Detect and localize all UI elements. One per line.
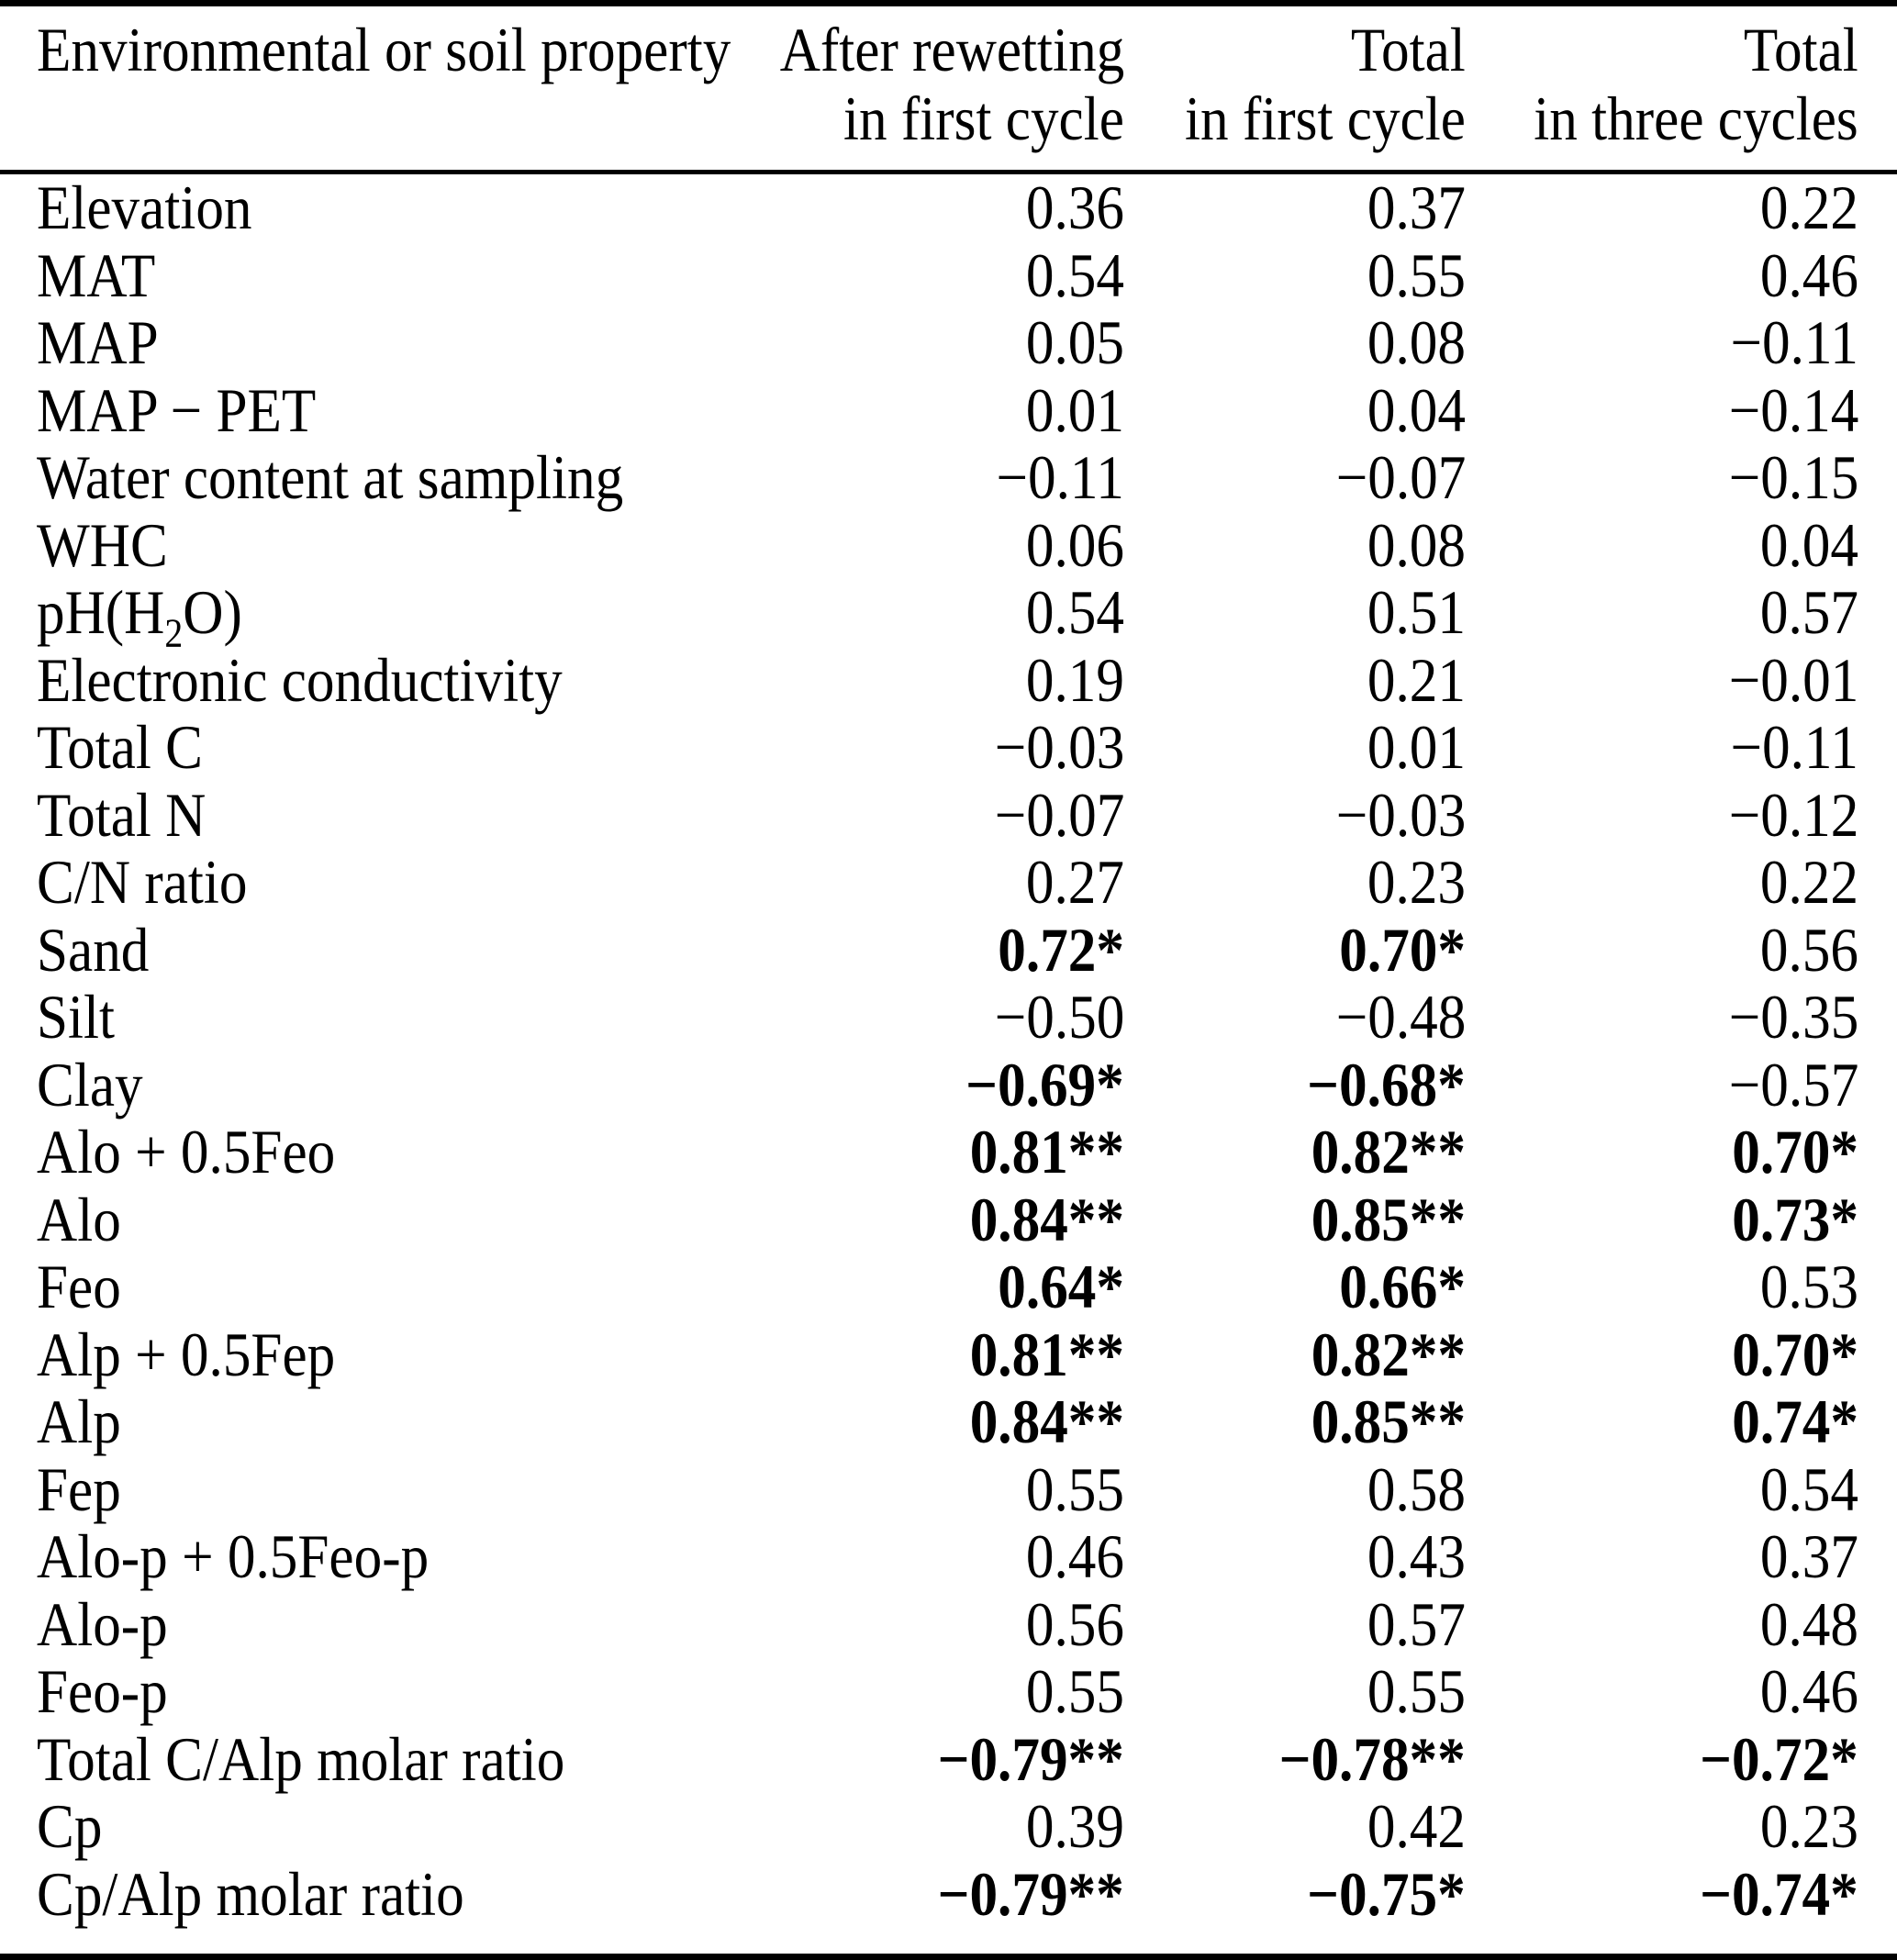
correlation-value: −0.79** — [937, 1723, 1124, 1794]
row-label — [0, 1388, 642, 1456]
value-cell — [1466, 1588, 1897, 1659]
correlation-value: 0.56 — [1759, 914, 1858, 985]
value-cell — [1124, 579, 1466, 647]
correlation-value: 0.46 — [1025, 1521, 1124, 1591]
correlation-value: −0.35 — [1728, 982, 1858, 1052]
value-cell — [1124, 849, 1466, 917]
row-label — [0, 1253, 642, 1321]
correlation-value: 0.37 — [1759, 1521, 1858, 1591]
row-label-text: MAT — [37, 239, 156, 310]
column-header-property — [0, 4, 731, 173]
value-cell — [1466, 1453, 1897, 1524]
row-label-text: Alp + 0.5Fep — [37, 1319, 336, 1389]
table-row — [0, 1052, 1897, 1119]
correlation-value: 0.22 — [1759, 847, 1858, 917]
value-cell — [642, 173, 1124, 242]
table-row — [0, 309, 1897, 377]
value-cell — [1124, 1793, 1466, 1861]
column-header-text: After rewetting — [779, 15, 1124, 84]
column-header-line — [1466, 16, 1858, 84]
column-header-line — [1124, 84, 1466, 153]
table-row — [0, 782, 1897, 850]
correlation-value: −0.74* — [1700, 1858, 1858, 1929]
table-row — [0, 579, 1897, 647]
row-label-text: Alo-p + 0.5Feo-p — [37, 1521, 430, 1591]
correlation-value: 0.36 — [1025, 173, 1124, 242]
value-cell — [1466, 173, 1897, 242]
value-cell — [1466, 714, 1897, 782]
table-row — [0, 1253, 1897, 1321]
correlation-value: −0.03 — [1335, 779, 1466, 850]
row-label — [0, 984, 642, 1052]
row-label — [0, 849, 642, 917]
column-header-text: in first cycle — [843, 84, 1124, 153]
row-label-text: Alp — [37, 1386, 121, 1456]
correlation-value: −0.78** — [1278, 1723, 1466, 1794]
correlation-value: 0.21 — [1367, 644, 1466, 715]
value-cell — [642, 779, 1124, 850]
row-label — [0, 1523, 642, 1591]
row-label — [0, 444, 642, 512]
value-cell — [1466, 1723, 1897, 1794]
correlation-value: −0.14 — [1728, 374, 1858, 445]
column-header-total-first-cycle — [1124, 4, 1466, 173]
correlation-value: 0.04 — [1367, 374, 1466, 445]
correlation-value: 0.05 — [1025, 307, 1124, 377]
value-cell — [1466, 1658, 1897, 1726]
value-cell — [1124, 309, 1466, 377]
correlation-value: −0.07 — [994, 779, 1124, 850]
value-cell — [1466, 1253, 1897, 1321]
table-row — [0, 1793, 1897, 1861]
value-cell — [642, 714, 1124, 782]
row-label — [0, 309, 642, 377]
column-header-text: in three cycles — [1534, 84, 1858, 153]
correlation-value: 0.82** — [1311, 1319, 1466, 1389]
correlation-value: 0.84** — [969, 1184, 1124, 1254]
correlation-value: −0.11 — [1730, 712, 1858, 782]
row-label — [0, 509, 642, 580]
correlation-value: 0.84** — [969, 1386, 1124, 1456]
correlation-value: −0.01 — [1728, 644, 1858, 715]
column-header-text: Environmental or soil property — [37, 15, 731, 84]
table-row — [0, 1523, 1897, 1591]
row-label — [0, 1658, 642, 1726]
correlation-value: −0.48 — [1335, 982, 1466, 1052]
value-cell — [642, 239, 1124, 310]
value-cell — [642, 1388, 1124, 1456]
table-row — [0, 849, 1897, 917]
correlation-value: 0.54 — [1025, 239, 1124, 310]
value-cell — [642, 1119, 1124, 1186]
column-header-line — [1124, 16, 1466, 84]
correlation-value: 0.08 — [1367, 509, 1466, 580]
row-label-text: Alo-p — [37, 1588, 168, 1659]
value-cell — [1124, 173, 1466, 242]
correlation-value: −0.11 — [996, 442, 1124, 512]
value-cell — [1124, 1858, 1466, 1957]
header-row — [0, 4, 1897, 173]
correlation-value: 0.04 — [1759, 509, 1858, 580]
correlation-value: 0.27 — [1025, 847, 1124, 917]
table-row — [0, 984, 1897, 1052]
value-cell — [1466, 1523, 1897, 1591]
value-cell — [642, 579, 1124, 647]
row-label-text: Total N — [37, 779, 206, 850]
row-label-text: Alo + 0.5Feo — [37, 1117, 336, 1186]
value-cell — [642, 1321, 1124, 1389]
value-cell — [1466, 849, 1897, 917]
row-label — [0, 1793, 642, 1861]
correlation-value: 0.46 — [1759, 1656, 1858, 1726]
correlation-value: 0.55 — [1025, 1656, 1124, 1726]
value-cell — [642, 644, 1124, 715]
correlation-value: 0.72* — [998, 914, 1124, 985]
table-row — [0, 242, 1897, 310]
correlation-value: 0.81** — [969, 1117, 1124, 1186]
table-row — [0, 1591, 1897, 1659]
row-label-text: Feo — [37, 1252, 121, 1321]
correlation-value: 0.82** — [1311, 1117, 1466, 1186]
correlation-value: −0.69* — [965, 1049, 1124, 1119]
correlation-value: 0.42 — [1367, 1791, 1466, 1861]
correlation-value: 0.70* — [1732, 1117, 1858, 1186]
table-row — [0, 1388, 1897, 1456]
correlation-value: −0.68* — [1307, 1049, 1466, 1119]
table-row — [0, 1658, 1897, 1726]
value-cell — [642, 1658, 1124, 1726]
correlation-value: 0.53 — [1759, 1252, 1858, 1321]
row-label — [0, 914, 642, 985]
correlation-value: −0.07 — [1335, 442, 1466, 512]
table-header — [0, 4, 1897, 173]
value-cell — [1124, 914, 1466, 985]
value-cell — [1466, 779, 1897, 850]
correlation-value: −0.15 — [1728, 442, 1858, 512]
value-cell — [642, 914, 1124, 985]
correlation-value: 0.01 — [1367, 712, 1466, 782]
correlation-value: 0.48 — [1759, 1588, 1858, 1659]
value-cell — [1124, 1388, 1466, 1456]
value-cell — [1124, 1119, 1466, 1186]
value-cell — [1124, 1588, 1466, 1659]
correlation-value: 0.39 — [1025, 1791, 1124, 1861]
value-cell — [642, 1858, 1124, 1957]
correlation-value: 0.66* — [1339, 1252, 1466, 1321]
table-row — [0, 1119, 1897, 1186]
correlation-value: 0.22 — [1759, 173, 1858, 242]
correlation-value: −0.75* — [1307, 1858, 1466, 1929]
correlation-value: 0.37 — [1367, 173, 1466, 242]
correlation-value: −0.03 — [994, 712, 1124, 782]
row-label — [0, 714, 642, 782]
table-row — [0, 1456, 1897, 1524]
row-label-text: Fep — [37, 1453, 121, 1524]
row-label — [0, 779, 642, 850]
column-header-text: Total — [1744, 15, 1858, 84]
correlation-value: 0.74* — [1732, 1386, 1858, 1456]
value-cell — [1466, 1186, 1897, 1254]
value-cell — [1466, 1049, 1897, 1119]
value-cell — [642, 1186, 1124, 1254]
row-label-text: MAP − PET — [37, 374, 317, 445]
value-cell — [1124, 1658, 1466, 1726]
row-label — [0, 1588, 642, 1659]
table-row — [0, 647, 1897, 715]
value-cell — [642, 849, 1124, 917]
row-label-text: MAP — [37, 307, 159, 377]
value-cell — [1124, 1453, 1466, 1524]
value-cell — [1124, 1186, 1466, 1254]
row-label — [0, 173, 642, 242]
correlation-value: 0.43 — [1367, 1521, 1466, 1591]
row-label-text: Cp/Alp molar ratio — [37, 1858, 464, 1929]
value-cell — [642, 1588, 1124, 1659]
table-row — [0, 512, 1897, 580]
correlation-value: 0.55 — [1367, 1656, 1466, 1726]
table-body — [0, 173, 1897, 1957]
value-cell — [1466, 1388, 1897, 1456]
value-cell — [1466, 1119, 1897, 1186]
correlation-value: 0.55 — [1367, 239, 1466, 310]
correlation-value: 0.85** — [1311, 1184, 1466, 1254]
value-cell — [1466, 914, 1897, 985]
correlation-value: 0.06 — [1025, 509, 1124, 580]
row-label — [0, 1119, 642, 1186]
correlation-value: 0.85** — [1311, 1386, 1466, 1456]
row-label-text: C/N ratio — [37, 847, 248, 917]
row-label-text: Electronic conductivity — [37, 644, 563, 715]
column-header-text: in first cycle — [1185, 84, 1466, 153]
value-cell — [1124, 509, 1466, 580]
row-label — [0, 1453, 642, 1524]
value-cell — [642, 509, 1124, 580]
value-cell — [1466, 509, 1897, 580]
column-header-line — [642, 84, 1124, 153]
correlation-value: −0.72* — [1700, 1723, 1858, 1794]
value-cell — [642, 1049, 1124, 1119]
row-label-text: Alo — [37, 1184, 121, 1254]
correlation-value: −0.79** — [937, 1858, 1124, 1929]
value-cell — [1124, 1523, 1466, 1591]
value-cell — [642, 444, 1124, 512]
value-cell — [1466, 1321, 1897, 1389]
correlation-value: 0.70* — [1732, 1319, 1858, 1389]
row-label-text: Total C/Alp molar ratio — [37, 1723, 565, 1794]
row-label — [0, 1321, 642, 1389]
correlation-value: 0.57 — [1759, 577, 1858, 647]
value-cell — [1124, 1253, 1466, 1321]
row-label — [0, 374, 642, 445]
table-row — [0, 1186, 1897, 1254]
row-label-text: Clay — [37, 1049, 143, 1119]
value-cell — [1466, 239, 1897, 310]
value-cell — [1124, 1049, 1466, 1119]
value-cell — [1466, 374, 1897, 445]
row-label-text: Water content at sampling — [37, 442, 624, 512]
value-cell — [1124, 374, 1466, 445]
table-row — [0, 1321, 1897, 1389]
row-label-text: Cp — [37, 1791, 103, 1861]
value-cell — [1124, 444, 1466, 512]
value-cell — [642, 1793, 1124, 1861]
value-cell — [1466, 984, 1897, 1052]
row-label — [0, 644, 642, 715]
value-cell — [1466, 644, 1897, 715]
row-label — [0, 1186, 642, 1254]
row-label — [0, 577, 642, 656]
correlation-value: 0.70* — [1339, 914, 1466, 985]
row-label-text: Silt — [37, 982, 116, 1052]
table-row — [0, 173, 1897, 242]
correlation-value: 0.08 — [1367, 307, 1466, 377]
column-header-total-three-cycles — [1466, 4, 1897, 173]
row-label-text: WHC — [37, 509, 168, 580]
row-label — [0, 239, 642, 310]
value-cell — [1124, 779, 1466, 850]
correlation-value: 0.64* — [998, 1252, 1124, 1321]
value-cell — [1124, 714, 1466, 782]
table-row — [0, 917, 1897, 985]
table-row — [0, 714, 1897, 782]
row-label — [0, 1049, 642, 1119]
value-cell — [1466, 444, 1897, 512]
correlation-value: −0.12 — [1728, 779, 1858, 850]
correlation-value: 0.57 — [1367, 1588, 1466, 1659]
value-cell — [1124, 1723, 1466, 1794]
table-row — [0, 1861, 1897, 1957]
row-label — [0, 1723, 642, 1794]
correlation-value: −0.50 — [994, 982, 1124, 1052]
correlation-value: 0.54 — [1025, 577, 1124, 647]
table-row — [0, 444, 1897, 512]
correlation-value: 0.23 — [1759, 1791, 1858, 1861]
row-label-text: Feo-p — [37, 1656, 168, 1726]
correlation-value: 0.81** — [969, 1319, 1124, 1389]
row-label-text: Sand — [37, 914, 150, 985]
correlation-value: 0.23 — [1367, 847, 1466, 917]
value-cell — [1124, 644, 1466, 715]
correlation-value: 0.56 — [1025, 1588, 1124, 1659]
column-header-text: Total — [1351, 15, 1466, 84]
row-label-text: Total C — [37, 712, 204, 782]
value-cell — [642, 1453, 1124, 1524]
correlation-value: 0.58 — [1367, 1453, 1466, 1524]
value-cell — [642, 1723, 1124, 1794]
correlation-value: 0.54 — [1759, 1453, 1858, 1524]
row-label — [0, 1858, 642, 1957]
table-row — [0, 1726, 1897, 1794]
table-row — [0, 377, 1897, 445]
value-cell — [642, 374, 1124, 445]
value-cell — [1124, 239, 1466, 310]
value-cell — [1466, 1793, 1897, 1861]
value-cell — [642, 309, 1124, 377]
correlation-value: 0.55 — [1025, 1453, 1124, 1524]
correlation-value: 0.01 — [1025, 374, 1124, 445]
value-cell — [642, 1523, 1124, 1591]
correlation-value: 0.73* — [1732, 1184, 1858, 1254]
value-cell — [1124, 1321, 1466, 1389]
correlation-value: 0.46 — [1759, 239, 1858, 310]
row-label-text: $pH(H_2O)$ — [37, 577, 242, 656]
row-label-text: Elevation — [37, 173, 252, 242]
value-cell — [1124, 984, 1466, 1052]
correlation-value: 0.51 — [1367, 577, 1466, 647]
correlation-value: 0.19 — [1025, 644, 1124, 715]
correlation-value: −0.57 — [1728, 1049, 1858, 1119]
column-header-line — [37, 15, 731, 84]
value-cell — [642, 1253, 1124, 1321]
column-header-line — [1466, 84, 1858, 153]
value-cell — [1466, 1858, 1897, 1957]
value-cell — [1466, 579, 1897, 647]
correlation-value: −0.11 — [1730, 307, 1858, 377]
value-cell — [642, 984, 1124, 1052]
value-cell — [1466, 309, 1897, 377]
